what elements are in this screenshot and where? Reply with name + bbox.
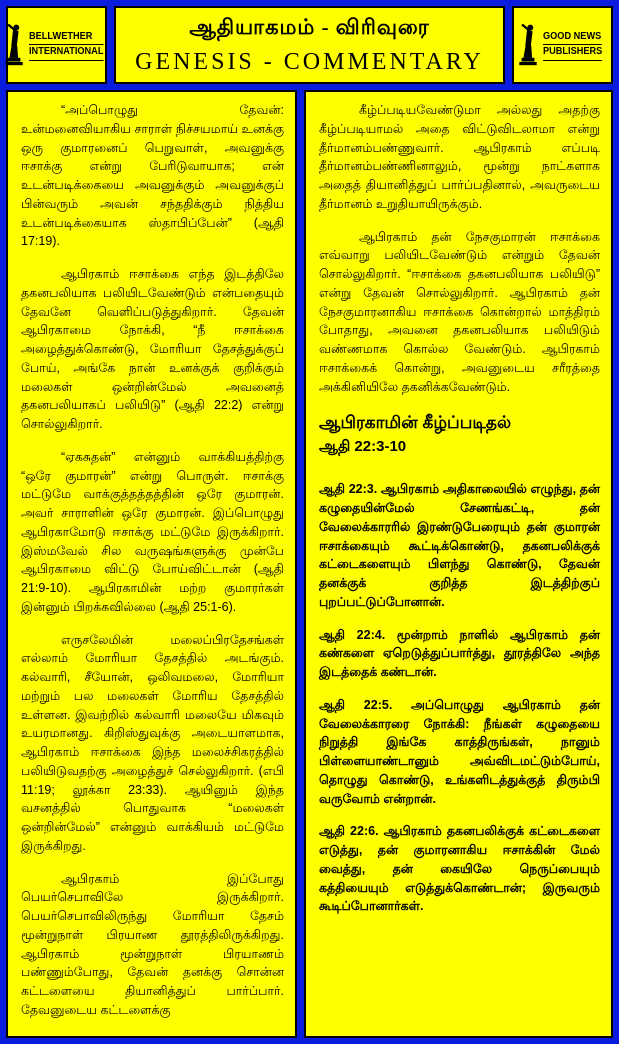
verse-paragraph: ஆதி 22:4. மூன்றாம் நாளில் ஆபிரகாம் தன் கண்களை ஏறெடுத்துப்பார்த்து, தூரத்திலே அந்த இடத்தைக் கண்டான். (319, 627, 600, 679)
verse-paragraph: ஆதி 22:3. ஆபிரகாம் அதிகாலையில் எழுந்து, தன் கழுதையின்மேல் சேணங்கட்டி, தன் வேலைக்காரரில் இரண்டுபேரையும் தன் குமாரன் ஈசாக்கையும் கூட்டிக்கொண்டு, தகனபலிக்குக் கட்டைகளையும் பிளந்து கொண்டு, தேவன் தனக்குக் குறித்த இடத்திற்குப் புறப்பட்டுப்போனான். (319, 482, 600, 609)
commentary-paragraph: ஆபிரகாம் ஈசாக்கை எந்த இடத்திலே தகனபலியாக பலியிடவேண்டும் என்பதையும் தேவனே வெளிப்படுத்துகிறார். தேவன் ஆபிரகாமை நோக்கி, “நீ ஈசாக்கை அழைத்துக்கொண்டு, மோரியா தேசத்துக்குப் போய், அங்கே நான் உனக்குக் குறிக்கும் மலைகள் ஒன்றின்மேல் அவனைத் தகனபலியாகப் பலியிடு” (ஆதி 22:2) என்று சொல்லுகிறார். (21, 267, 284, 431)
commentary-paragraph: கீழ்ப்படியவேண்டுமா அல்லது அதற்கு கீழ்ப்படியாமல் அதை விட்டுவிடலாமா என்று தீர்மானம்பண்ணுவார். ஆபிரகாம் எப்படி தீர்மானம்பண்ணினாலும், மூன்று நாட்களாக அதைத் தியானித்துப் பார்ப்பதினால், அவருடைய தீர்மானம் உறுதியாயிருக்கும். (319, 103, 600, 211)
section-heading: ஆபிரகாமின் கீழ்ப்படிதல் (319, 413, 512, 433)
title-english: GENESIS - COMMENTARY (135, 48, 484, 75)
commentary-paragraph: எருசலேமின் மலைப்பிரதேசங்கள் எல்லாம் மோரியா தேசத்தில் அடங்கும். கல்வாரி, சீயோன், ஒலிவமலை, மோரியா மற்றும் பல மலைகள் மோரிய தேசத்தில் உள்ளன. இவற்றில் கல்வாரி மலையே மிகவும் உயரமானது. கிறிஸ்துவுக்கு அடையாளமாக, ஆபிரகாம் ஈசாக்கை இந்த மலைச்சிகரத்தில் பலியிடுவதற்கு அழைத்துச் செல்லுகிறார். (எபி 11:19; லூக்கா 23:33). ஆயினும் இந்த வசனத்தில் பொதுவாக “மலைகள் ஒன்றின்மேல்” என்னும் வாக்கியம் மட்டுமே இருக்கிறது. (21, 632, 284, 853)
statue-icon (517, 21, 539, 69)
good-news-logo-line2: PUBLISHERS (543, 45, 602, 61)
commentary-paragraph: “ஏகசுதன்” என்னும் வாக்கியத்திற்கு “ஒரே குமாரன்” என்று பொருள். ஈசாக்கு மட்டுமே வாக்குத்தத்தத்தின் ஒரே குமாரன். அவர் சாராளின் ஒரே குமாரன். இப்பொழுது ஆபிரகாமோடு ஈசாக்கு மட்டுமே இருக்கிறார். இஸ்மவேல் சில வருஷங்களுக்கு முன்பே ஆபிரகாமை விட்டு போய்விட்டான் (ஆதி 21:9-10). ஆபிரகாமின் மற்ற குமாரர்கள் இன்னும் பிறக்கவில்லை (ஆதி 25:1-6). (21, 449, 284, 614)
right-column (304, 90, 613, 1038)
good-news-logo-line1: GOOD NEWS (543, 30, 602, 46)
commentary-paragraph: ஆபிரகாம் தன் நேசகுமாரன் ஈசாக்கை எவ்வாறு பலியிடவேண்டும் என்றும் தேவன் சொல்லுகிறார். “ஈசாக்கை தகனபலியாக பலியிடு” என்று தேவன் சொல்லுகிறார். ஆபிரகாம் தன் நேசகுமாரனாகிய ஈசாக்கை கொன்றால் மாத்திரம் போதாது, அவனை தகனபலியாக பலியிடும் வண்ணமாக கொல்ல வேண்டும். ஆபிரகாம் ஈசாக்கைக் கொன்று, அவனுடைய சரீரத்தை அக்கினியிலே தகனிக்கவேண்டும். (319, 229, 600, 394)
verse-paragraph: ஆதி 22:5. அப்பொழுது ஆபிரகாம் தன் வேலைக்காரரை நோக்கி: நீங்கள் கழுதையை நிறுத்தி இங்கே காத்திருங்கள், நானும் பிள்ளையாண்டானும் அவ்விடமட்டும்போய், தொழுது கொண்டு, உங்களிடத்துக்குத் திரும்பி வருவோம் என்றான். (319, 697, 600, 806)
title-tamil: ஆதியாகமம் - விரிவுரை (189, 14, 430, 39)
verse-paragraph: ஆதி 22:6. ஆபிரகாம் தகனபலிக்குக் கட்டைகளை எடுத்து, தன் குமாரனாகிய ஈசாக்கின் மேல் வைத்து, தன் கையிலே நெருப்பையும் கத்தியையும் எடுத்துக்கொண்டான்; இருவரும் கூடிப்போனார்கள். (319, 824, 600, 914)
section-subheading: ஆதி 22:3-10 (319, 437, 407, 455)
bellwether-logo-line1: BELLWETHER (29, 30, 103, 46)
scripture-quote-paragraph: “அப்பொழுது தேவன்: உன்மனைவியாகிய சாராள் நிச்சயமாய் உனக்கு ஒரு குமாரனைப் பெறுவாள், அவனுக்கு ஈசாக்கு என்று பேரிடுவாயாக; என் உடன்படிக்கையை அவனுக்கும் அவனுக்குப் பின்வரும் அவன் சந்ததிக்கும் நித்திய உடன்படிக்கையாக ஸ்தாபிப்பேன்” (ஆதி 17:19). (21, 103, 284, 249)
bellwether-logo (6, 6, 107, 84)
bellwether-logo-line2: INTERNATIONAL (29, 45, 103, 61)
statue-icon (3, 21, 25, 69)
left-column (6, 90, 297, 1038)
page-header (6, 6, 613, 84)
commentary-paragraph: ஆபிரகாம் இப்போது பெயர்செபாவிலே இருக்கிறார். பெயர்செபாவிலிருந்து மோரியா தேசம் மூன்றுநாள் பிரயாண தூரத்திலிருக்கிறது. ஆபிரகாம் மூன்றுநாள் பிரயாணம் பண்ணும்போது, தேவன் தனக்கு சொன்ன கட்டளையை தியானித்துப் பார்ப்பார். தேவனுடைய கட்டளைக்கு (21, 871, 284, 1017)
bellwether-logo-text (29, 30, 110, 61)
good-news-logo-text (543, 30, 607, 61)
title-panel (114, 6, 505, 84)
good-news-logo (512, 6, 613, 84)
page-body (6, 90, 613, 1038)
